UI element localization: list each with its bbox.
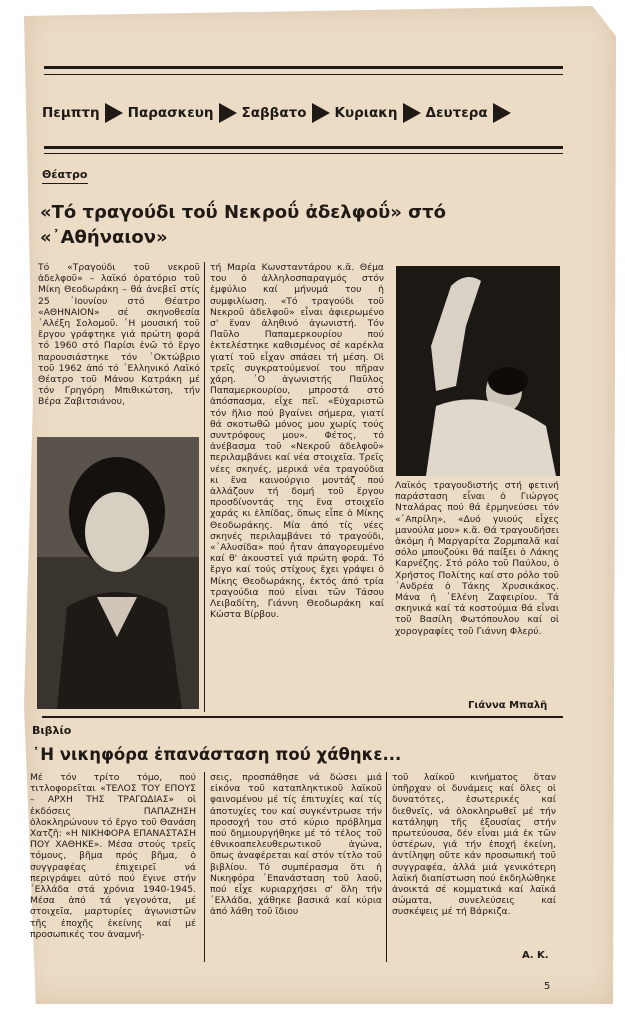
days-bar xyxy=(42,98,562,128)
section-underline xyxy=(42,183,88,184)
section-divider xyxy=(42,716,563,718)
article-column: σεις, προσπάθησε νά δώσει μιά εἰκόνα τοῦ καταπληκτικοῦ λαϊκοῦ φαινομένου μέ τίς ἐπιτυχίες καί τίς ἀποτυχίες του καί συγκέντρωσε τήν προσοχή του στό κύριο πρόβλημα πού δημιουργήθηκε μέ τό τέλος τοῦ ἐθνικοαπελευθερωτικοῦ ἀγώνα, ὅπως ἀναφέρεται καί στόν τίτλο τοῦ βιβλίου. Τό συμπέρασμα ὅτι ἡ Νικηφόρα ᾿Επανάσταση τοῦ λαοῦ, πού εἶχε κυριαρχήσει σ' ὅλη τήν ᾿Ελλάδα, χάθηκε βασικά καί κύρια ἀπό λάθη τοῦ ἴδιου xyxy=(210,772,382,918)
singer-photo xyxy=(396,266,560,476)
column-divider xyxy=(386,772,387,962)
top-rule-2 xyxy=(44,74,563,75)
article-author: Γιάννα Μπαλῆ xyxy=(468,700,548,711)
section-label-theatre: Θέατρο xyxy=(42,168,88,181)
article-column: Τό «Τραγούδι τοῦ νεκροῦ ἀδελφοῦ» – λαϊκό ὀρατόριο τοῦ Μίκη Θεοδωράκη – θά ἀνεβεῖ στίς 25 ᾿Ιουνίου στό Θέατρο «ΑΘΗΝΑΙΟΝ» σέ σκηνοθεσία ᾿Αλέξη Σολομοῦ. ῾Η μουσική τοῦ ἔργου γράφτηκε γιά πρώτη φορά τό 1960 στό Παρίσι ἐνῶ τό ἔργο παρουσιάστηκε τόν ᾿Οκτώβριο τοῦ 1962 ἀπό τό ῾Ελληνικό Λαϊκό Θέατρο τοῦ Μάνου Κατράκη μέ τόν Γρηγόρη Μπιθικώτση, τήν Βέρα Ζαβιτσιάνου, xyxy=(38,262,200,408)
arrow-right-icon xyxy=(105,103,123,123)
man-portrait-icon xyxy=(37,437,199,709)
section-label-book: Βιβλίο xyxy=(32,724,72,737)
article-column: Μέ τόν τρίτο τόμο, πού τιτλοφορεῖται «ΤΕΛΟΣ ΤΟΥ ΕΠΟΥΣ – ΑΡΧΗ ΤΗΣ ΤΡΑΓΩΔΙΑΣ» οἱ ἐκδόσεις ΠΑΠΑΖΗΣΗ ὁλοκληρώνουν τό ἔργο τοῦ Θανάση Χατζῆ: «Η ΝΙΚΗΦΟΡΑ ΕΠΑΝΑΣΤΑΣΗ ΠΟΥ ΧΑΘΗΚΕ». Μέσα στούς τρεῖς τόμους, βῆμα πρός βῆμα, ὁ συγγραφέας ἐπιχειρεῖ νά περιγράψει αὐτό πού ἔγινε στήν ᾿Ελλάδα στά χρόνια 1940-1945. Μέσα ἀπό τά γεγονότα, μέ στοιχεῖα, μαρτυρίες ἀγωνιστῶν τῆς ἐποχῆς ἐκείνης καί μέ προσωπικές του ἀναμνή- xyxy=(30,772,196,940)
arrow-right-icon xyxy=(219,103,237,123)
article-title: «Τό τραγούδι τοΰ Νεκροΰ ἀδελφοΰ» στό «᾿Αθήναιον» xyxy=(40,202,447,248)
article-column: τοῦ λαϊκοῦ κινήματος ὅταν ὑπῆρχαν οἱ δυνάμεις καί ὅλες οἱ δυνατότες, ἐσωτερικές καί διεθνεῖς, νά ὁλοκληρωθεῖ μέ τήν κατάληψη τῆς ἐξουσίας στήν πρωτεύουσα, δέν εἶναι μιά ἐκ τῶν ὑστέρων, γιά τήν ἐποχή ἐκείνη, ἀντίληψη οὔτε κάν προσωπική τοῦ συγγραφέα, ἀλλά μιά γενικότερη λαϊκή διαπίστωση πού ἐκδηλώθηκε ἀνοικτά σέ κομματικά καί λαϊκά σώματα, συνελεύσεις καί συσκέψεις μέ τή Βάρκιζα. xyxy=(392,772,556,918)
portrait-photo xyxy=(37,437,199,709)
singer-raised-arm-icon xyxy=(396,266,560,476)
article-author: Α. Κ. xyxy=(522,950,549,961)
arrow-right-icon xyxy=(493,103,511,123)
days-rule-1 xyxy=(44,146,563,149)
arrow-right-icon xyxy=(312,103,330,123)
column-divider xyxy=(204,772,205,962)
page-number: 5 xyxy=(544,981,551,992)
article-column: Λαϊκός τραγουδιστής στή φετινή παράσταση εἶναι ὁ Γιώργος Νταλάρας πού θά ἑρμηνεύσει τόν «᾿Απρίλη», «Δυό γυιούς εἶχες μανούλα μου» κ.ἄ. Θά τραγουδήσει ἀκόμη ἡ Μαργαρίτα Ζορμπαλᾶ καί σόλο μπουζούκι θά παίξει ὁ Λάκης Καρνέζης. Στό ρόλο τοῦ Παύλου, ὁ Χρήστος Πολίτης καί στο ρόλο τοῦ ᾿Ανδρέα ὁ Τάκης Χρυσικάκος. Μάνα ἡ ᾿Ελένη Ζαφειρίου. Τά σκηνικά καί τά κοστούμια θά εἶναι τοῦ Βασίλη Φωτόπουλου καί οἱ χορογραφίες τοῦ Γιάννη Φλερύ. xyxy=(395,480,559,637)
day-label: Πεμπτη xyxy=(42,105,100,121)
day-label: Σαββατο xyxy=(241,105,307,121)
article-column: τή Μαρία Κωνσταντάρου κ.ἄ. Θέμα του ὁ ἀλληλοσπαραγμός στόν ἐμφύλιο καί μήνυμά του ἡ συμφιλίωση. «Τό τραγούδι τοῦ Νεκροῦ ἀδελφοῦ» εἶναι ἀφιερωμένο σ' ἕναν ἀληθινό ἀγωνιστή. Τόν Παῦλο Παπαμερκουρίου πού ἐκτελέστηκε καθισμένος σέ καρέκλα γιατί τοῦ εἶχαν σπάσει τή μέση. Οἱ τρεῖς συγκρατούμενοί του πῆραν χάρη. ῾Ο ἀγωνιστής Παῦλος Παπαμερκουρίου, μπροστά στό ἀπόσπασμα, εἶχε πεῖ. «Εὐχαριστῶ τόν ἥλιο πού βγαίνει σήμερα, γιατί θά σκοτωθῶ μόνος μου χωρίς τούς συντρόφους μου». Φέτος, τό ἀνέβασμα τοῦ «Νεκροῦ ἀδελφοῦ» περιλαμβάνει καί νέα στοιχεῖα. Τρεῖς νέες σκηνές, μερικά νέα τραγούδια κι ἕνα καινούργιο μοντάζ πού ἀλλάζουν τή δομή τοῦ ἔργου προσδίνοντάς της ἕνα στοιχεῖο χαράς κι ἐλπίδας, ὅπως εἶπε ὁ Μίκης Θεοδωράκης. Μία ἀπό τίς νέες σκηνές περιλαμβάνει τό τραγούδι, «᾿Αλυσίδα» πού ἦταν ἀπαγορευμένο καί θ' ἀκουστεῖ γιά πρώτη φορά. Τό ἔργο καί τούς στίχους ἔχει γράψει ὁ Μίκης Θεοδωράκης, ἐκτός ἀπό τρία τραγούδια πού εἶναι τῶν Τάσου Λειβαδίτη, Γιάννη Θεοδωράκη καί Κώστα Βίρβου. xyxy=(210,262,384,621)
article-title: ῾Η νικηφόρα ἐπανάσταση πού χάθηκε... xyxy=(32,745,402,764)
column-divider xyxy=(204,262,205,712)
day-label: Δευτερα xyxy=(425,105,488,121)
top-rule-1 xyxy=(44,66,563,69)
days-rule-2 xyxy=(44,153,563,154)
arrow-right-icon xyxy=(403,103,421,123)
day-label: Παρασκευη xyxy=(127,105,214,121)
day-label: Κυριακη xyxy=(334,105,398,121)
